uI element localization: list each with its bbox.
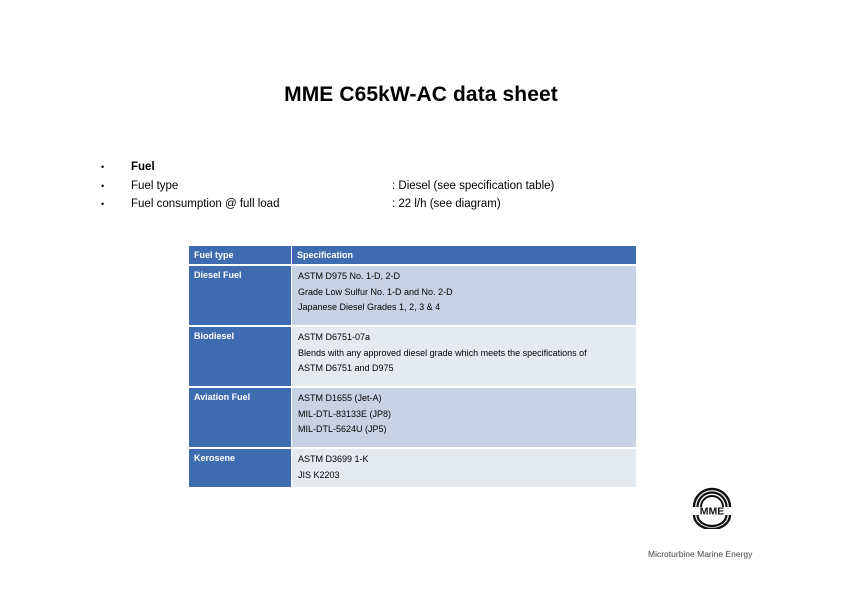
column-header-fuel-type: Fuel type (189, 246, 292, 265)
table-row (189, 448, 636, 488)
spec-line: ASTM D1655 (Jet-A) (298, 393, 382, 403)
fuel-type-cell: Kerosene (189, 448, 292, 488)
table-row (189, 265, 636, 326)
fuel-spec-table (189, 246, 636, 489)
bullet-item (101, 195, 661, 214)
mme-logo-icon (688, 485, 736, 529)
fuel-type-cell: Aviation Fuel (189, 387, 292, 448)
bullet-icon: • (101, 162, 105, 172)
bullet-label: Fuel type (131, 179, 179, 192)
spec-line: JIS K2203 (298, 469, 340, 480)
logo-mark-text: MME (699, 505, 725, 518)
spec-line: ASTM D3699 1-K (298, 454, 369, 464)
page-title: MME C65kW-AC data sheet (284, 83, 558, 106)
spec-line: Blends with any approved diesel grade which meets the specifications of (298, 347, 587, 358)
specification-cell (292, 387, 637, 448)
spec-line: Grade Low Sulfur No. 1-D and No. 2-D (298, 286, 453, 297)
spec-line: MIL-DTL-83133E (JP8) (298, 408, 392, 419)
bullet-item (101, 158, 661, 177)
logo-tagline: Microturbine Marine Energy (648, 549, 753, 559)
bullet-value: : 22 l/h (see diagram) (392, 198, 501, 210)
company-logo (648, 485, 770, 565)
bullet-value: : Diesel (see specification table) (392, 179, 555, 192)
spec-line: MIL-DTL-5624U (JP5) (298, 424, 387, 434)
table-header-row (189, 246, 636, 265)
specification-cell (292, 265, 637, 326)
spec-line: ASTM D6751 and D975 (298, 363, 394, 373)
fuel-type-cell: Biodiesel (189, 326, 292, 387)
table-row (189, 387, 636, 448)
bullet-label: Fuel consumption @ full load (131, 198, 280, 210)
table-row (189, 326, 636, 387)
specification-cell (292, 326, 637, 387)
spec-line: Japanese Diesel Grades 1, 2, 3 & 4 (298, 302, 441, 312)
spec-line: ASTM D975 No. 1-D, 2-D (298, 271, 401, 281)
bullet-label: Fuel (131, 161, 155, 173)
bullet-icon: • (101, 199, 105, 209)
fuel-type-cell: Diesel Fuel (189, 265, 292, 326)
column-header-specification: Specification (292, 246, 637, 265)
spec-line: ASTM D6751-07a (298, 332, 371, 342)
bullet-icon: • (101, 180, 105, 191)
bullet-item (101, 177, 661, 196)
specification-cell (292, 448, 637, 488)
bullet-list (101, 158, 661, 214)
